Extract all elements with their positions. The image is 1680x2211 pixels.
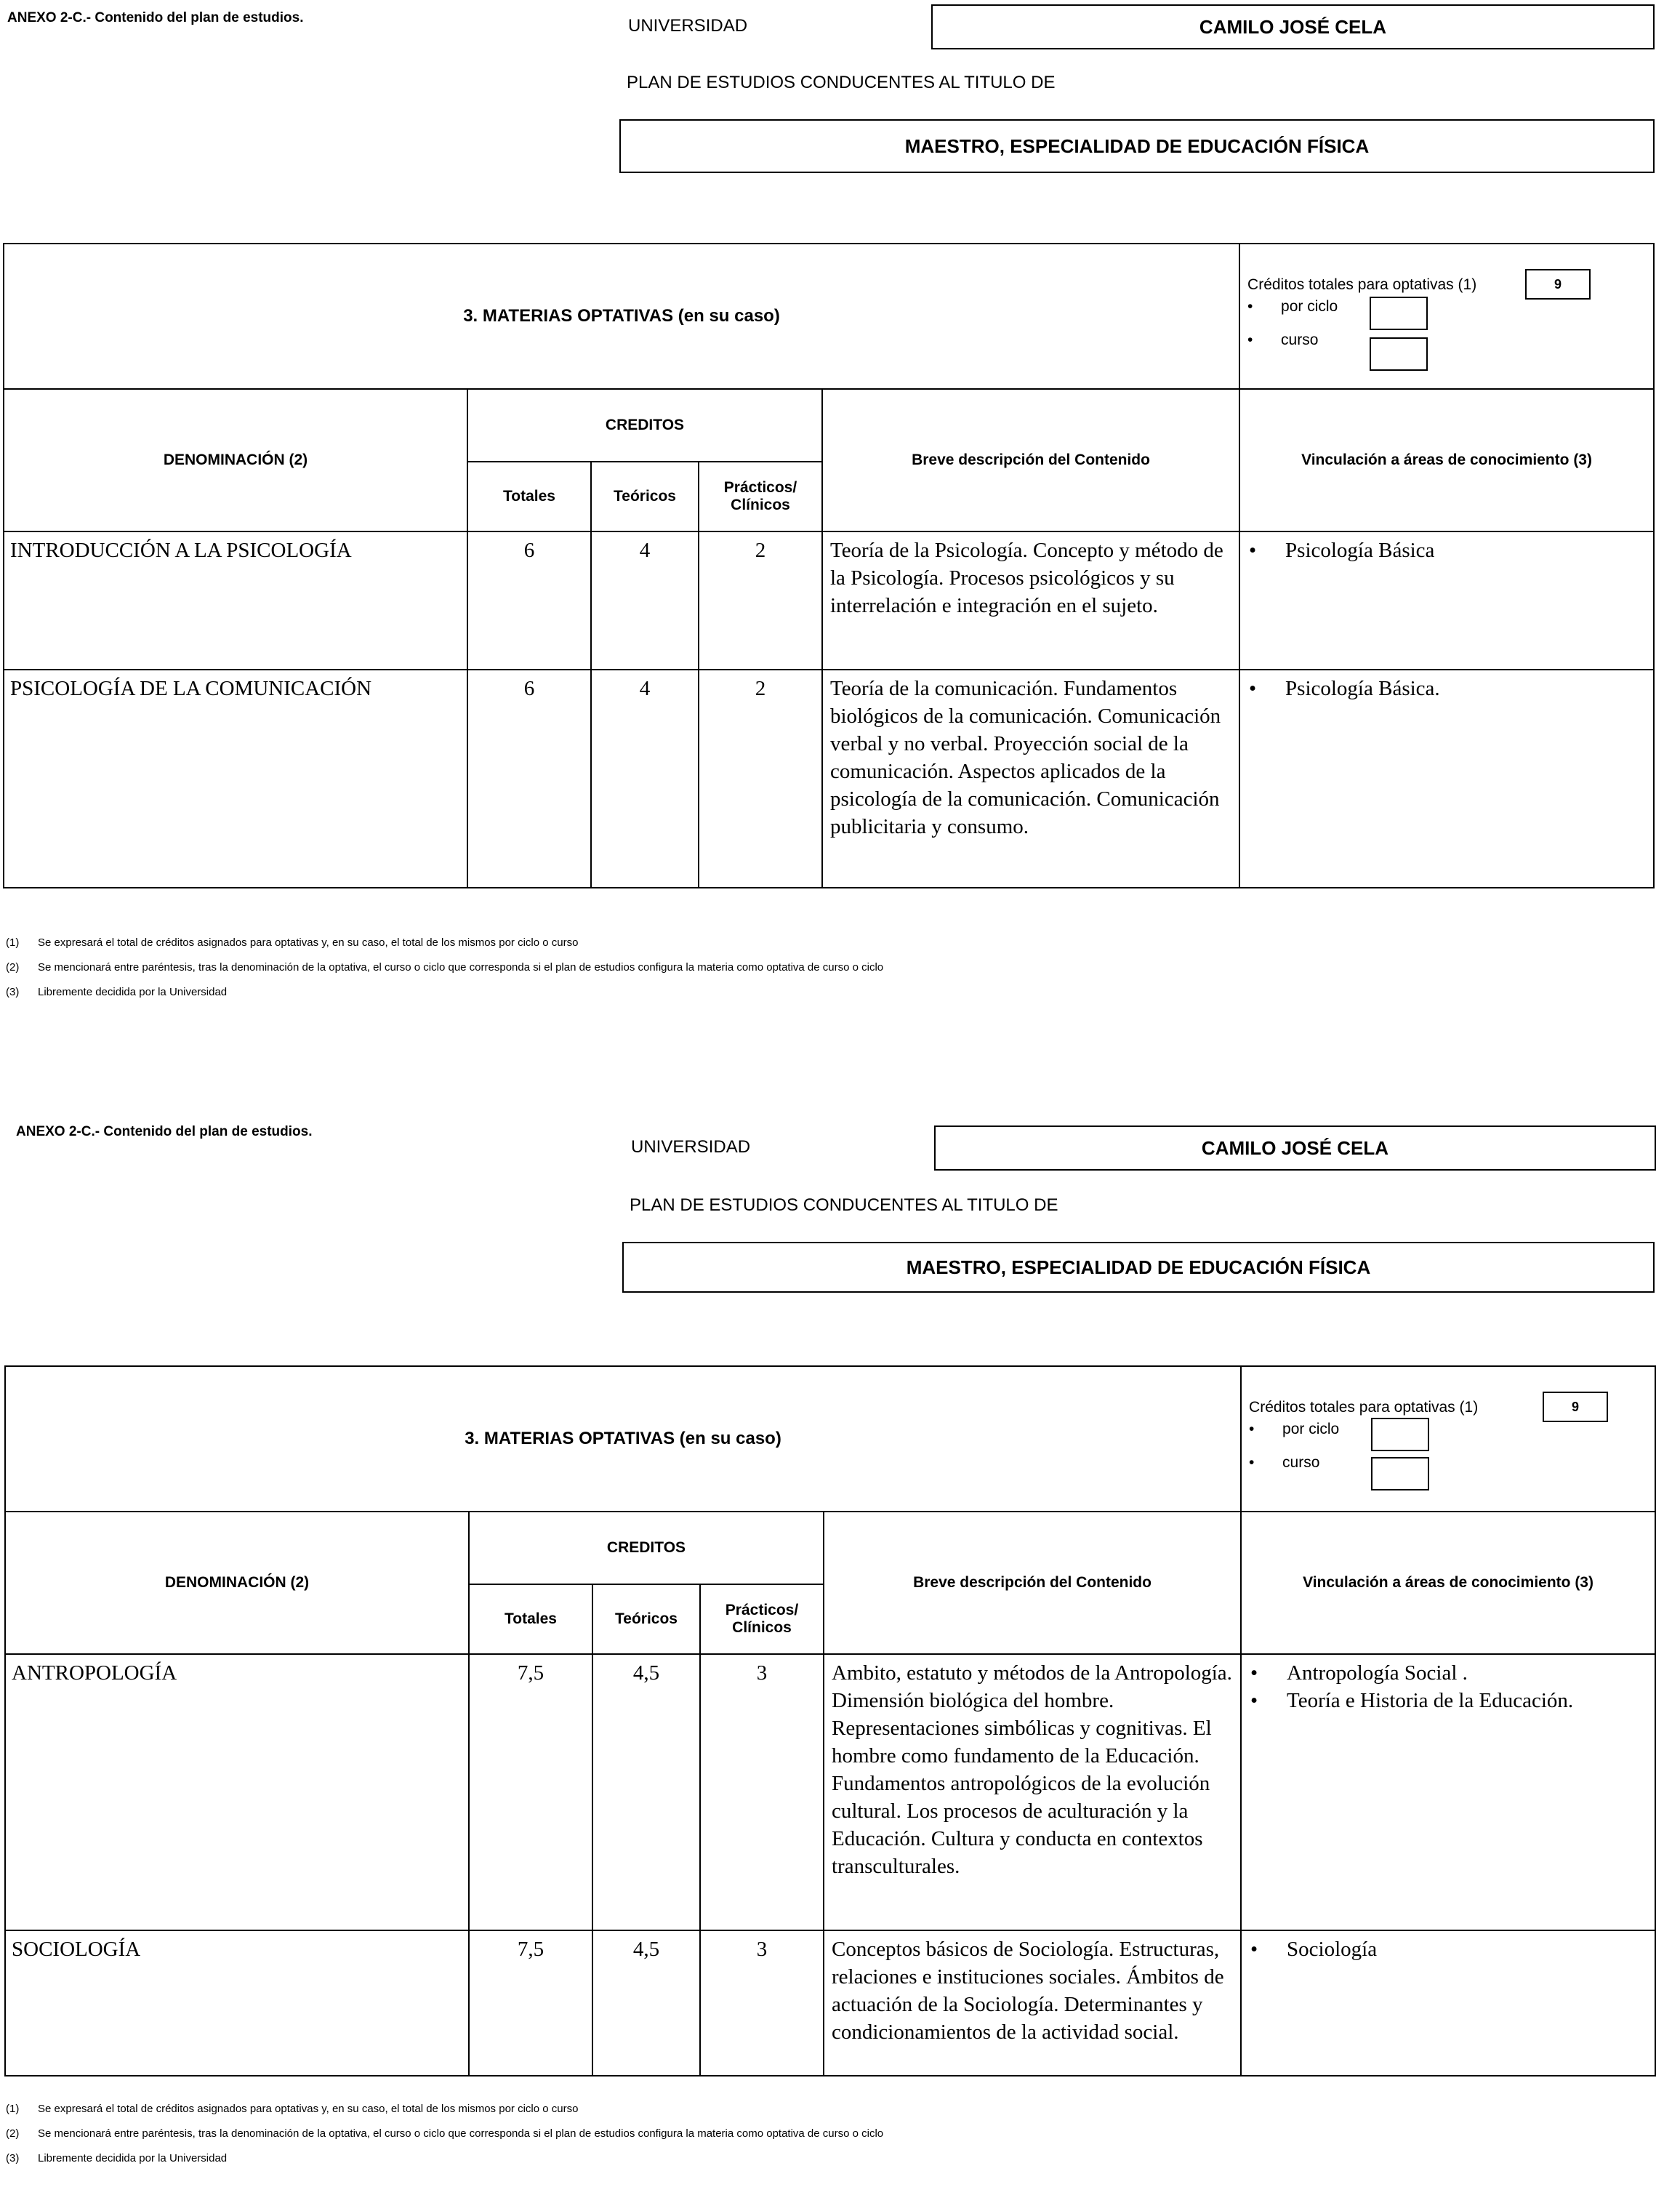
table-row xyxy=(5,1930,1655,2076)
row-name: SOCIOLOGÍA xyxy=(5,1930,469,2076)
page-1 xyxy=(0,0,1680,1087)
header-creditos: CREDITOS xyxy=(467,389,822,462)
footnote: (3) Libremente decidida por la Universidad xyxy=(6,2152,228,2164)
credits-total-label: Créditos totales para optativas (1) xyxy=(1249,1399,1479,1416)
university-name-box xyxy=(934,1125,1656,1171)
credits-total-cell xyxy=(1241,1366,1655,1512)
bullet-icon: • xyxy=(1249,677,1257,700)
section-title: 3. MATERIAS OPTATIVAS (en su caso) xyxy=(5,1366,1241,1512)
row-practicos: 2 xyxy=(699,531,822,670)
bullet-icon: • xyxy=(1247,332,1253,348)
list-item xyxy=(1249,537,1647,564)
footnote: (2) Se mencionará entre paréntesis, tras la denominación de la optativa, el curso o ciclo que corresponda si el plan de estudios configura la materia como optativa de curso o ciclo xyxy=(6,961,884,974)
row-totales: 6 xyxy=(467,531,591,670)
header-vinculacion: Vinculación a áreas de conocimiento (3) xyxy=(1239,389,1654,531)
row-totales: 7,5 xyxy=(469,1930,592,2076)
bullet-icon: • xyxy=(1250,1661,1258,1685)
area-text: Antropología Social . xyxy=(1287,1661,1468,1685)
header-denominacion: DENOMINACIÓN (2) xyxy=(5,1512,469,1654)
header-teoricos: Teóricos xyxy=(592,1584,700,1654)
per-cycle-label: por ciclo xyxy=(1282,1421,1340,1437)
bullet-icon: • xyxy=(1247,298,1253,315)
row-areas xyxy=(1239,670,1654,888)
annex-title: ANEXO 2-C.- Contenido del plan de estudios. xyxy=(7,10,304,25)
annex-title: ANEXO 2-C.- Contenido del plan de estudios. xyxy=(16,1124,313,1139)
header-totales: Totales xyxy=(469,1584,592,1654)
row-totales: 7,5 xyxy=(469,1654,592,1930)
row-practicos: 3 xyxy=(700,1654,824,1930)
header-teoricos: Teóricos xyxy=(591,462,699,531)
header-practicos: Prácticos/ Clínicos xyxy=(700,1584,824,1654)
header-denominacion: DENOMINACIÓN (2) xyxy=(4,389,467,531)
bullet-icon: • xyxy=(1249,1421,1255,1437)
footnotes xyxy=(6,936,883,1011)
row-teoricos: 4,5 xyxy=(592,1930,700,2076)
row-teoricos: 4 xyxy=(591,531,699,670)
header-creditos: CREDITOS xyxy=(469,1512,824,1584)
row-name: ANTROPOLOGÍA xyxy=(5,1654,469,1930)
row-totales: 6 xyxy=(467,670,591,888)
row-name: INTRODUCCIÓN A LA PSICOLOGÍA xyxy=(4,531,467,670)
university-label: UNIVERSIDAD xyxy=(631,1137,751,1157)
degree-box xyxy=(619,119,1655,173)
table-row xyxy=(5,1654,1655,1930)
row-areas xyxy=(1241,1654,1655,1930)
footnote: (2) Se mencionará entre paréntesis, tras la denominación de la optativa, el curso o ciclo que corresponda si el plan de estudios configura la materia como optativa de curso o ciclo xyxy=(6,2127,884,2140)
list-item xyxy=(1249,675,1647,702)
row-description: Teoría de la Psicología. Concepto y método de la Psicología. Procesos psicológicos y su interrelación e integración en el sujeto. xyxy=(822,531,1239,670)
header-descripcion: Breve descripción del Contenido xyxy=(824,1512,1241,1654)
degree-box xyxy=(622,1242,1655,1293)
footnote: (3) Libremente decidida por la Universidad xyxy=(6,986,228,998)
optativas-table xyxy=(3,243,1655,888)
degree-title: MAESTRO, ESPECIALIDAD DE EDUCACIÓN FÍSICA xyxy=(906,1256,1371,1278)
credits-total-label: Créditos totales para optativas (1) xyxy=(1247,276,1477,293)
row-description: Teoría de la comunicación. Fundamentos biológicos de la comunicación. Comunicación verbal y no verbal. Proyección social de la comunicación. Aspectos aplicados de la psicología de la comunicación. Comunicación publicitaria y consumo. xyxy=(822,670,1239,888)
header-practicos: Prácticos/ Clínicos xyxy=(699,462,822,531)
optativas-table xyxy=(4,1365,1656,2076)
row-practicos: 3 xyxy=(700,1930,824,2076)
credits-total-value: 9 xyxy=(1525,269,1591,300)
list-item xyxy=(1250,1659,1649,1687)
area-text: Psicología Básica xyxy=(1285,539,1435,562)
row-practicos: 2 xyxy=(699,670,822,888)
bullet-icon: • xyxy=(1250,1689,1258,1712)
area-text: Teoría e Historia de la Educación. xyxy=(1287,1689,1574,1712)
page-2 xyxy=(0,1124,1680,2211)
footnote: (1) Se expresará el total de créditos asignados para optativas y, en su caso, el total de los mismos por ciclo o curso xyxy=(6,2103,579,2115)
university-name: CAMILO JOSÉ CELA xyxy=(1201,1136,1389,1159)
table-row xyxy=(4,531,1654,670)
footnote: (1) Se expresará el total de créditos asignados para optativas y, en su caso, el total de los mismos por ciclo o curso xyxy=(6,936,579,949)
bullet-icon: • xyxy=(1250,1938,1258,1961)
header-totales: Totales xyxy=(467,462,591,531)
section-title: 3. MATERIAS OPTATIVAS (en su caso) xyxy=(4,244,1239,389)
degree-title: MAESTRO, ESPECIALIDAD DE EDUCACIÓN FÍSICA xyxy=(904,135,1370,157)
university-name: CAMILO JOSÉ CELA xyxy=(1199,15,1387,38)
header-descripcion: Breve descripción del Contenido xyxy=(822,389,1239,531)
plan-label: PLAN DE ESTUDIOS CONDUCENTES AL TITULO DE xyxy=(627,73,1056,92)
per-cycle-field[interactable] xyxy=(1370,297,1428,330)
row-areas xyxy=(1239,531,1654,670)
row-teoricos: 4 xyxy=(591,670,699,888)
course-label: curso xyxy=(1281,332,1319,348)
row-description: Conceptos básicos de Sociología. Estructuras, relaciones e instituciones sociales. Ámbitos de actuación de la Sociología. Determinantes y condicionamientos de la actividad social. xyxy=(824,1930,1241,2076)
row-teoricos: 4,5 xyxy=(592,1654,700,1930)
header-vinculacion: Vinculación a áreas de conocimiento (3) xyxy=(1241,1512,1655,1654)
credits-total-value: 9 xyxy=(1543,1392,1608,1422)
list-item xyxy=(1250,1687,1649,1714)
university-label: UNIVERSIDAD xyxy=(628,16,748,36)
per-cycle-field[interactable] xyxy=(1371,1418,1429,1451)
area-text: Psicología Básica. xyxy=(1285,677,1440,700)
table-row xyxy=(4,670,1654,888)
plan-label: PLAN DE ESTUDIOS CONDUCENTES AL TITULO DE xyxy=(630,1195,1058,1215)
footnotes xyxy=(6,2103,883,2177)
row-description: Ambito, estatuto y métodos de la Antropología. Dimensión biológica del hombre. Representaciones simbólicas y cognitivas. El hombre como fundamento de la Educación. Fundamentos antropológicos de la evolución cultural. Los procesos de aculturación y la Educación. Cultura y conducta en contextos transculturales. xyxy=(824,1654,1241,1930)
row-areas xyxy=(1241,1930,1655,2076)
course-label: curso xyxy=(1282,1454,1320,1471)
course-field[interactable] xyxy=(1370,337,1428,371)
list-item xyxy=(1250,1935,1649,1963)
bullet-icon: • xyxy=(1249,539,1257,562)
row-name: PSICOLOGÍA DE LA COMUNICACIÓN xyxy=(4,670,467,888)
bullet-icon: • xyxy=(1249,1454,1255,1471)
university-name-box xyxy=(931,4,1655,49)
area-text: Sociología xyxy=(1287,1938,1378,1961)
credits-total-cell xyxy=(1239,244,1654,389)
per-cycle-label: por ciclo xyxy=(1281,298,1338,315)
course-field[interactable] xyxy=(1371,1457,1429,1490)
